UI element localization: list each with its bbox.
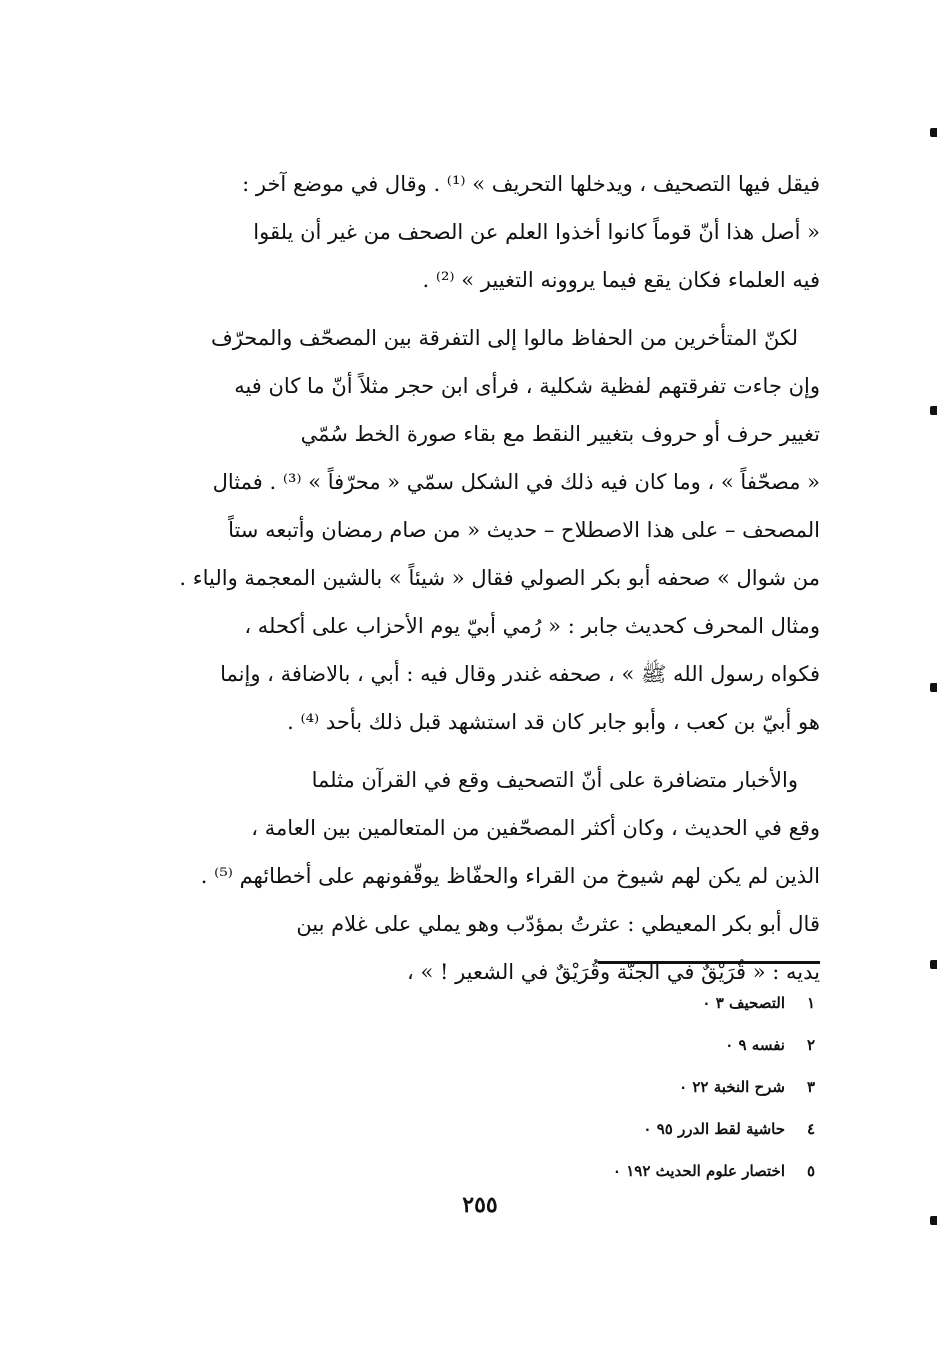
- footnote-item: [419, 1108, 819, 1150]
- footnote-item: [419, 982, 819, 1024]
- page-edge-mark: [930, 128, 937, 137]
- text-line: قال أبو بكر المعيطي : عثرتُ بمؤدّب وهو يملي على غلام بين: [296, 912, 820, 936]
- text-line: من شوال » صحفه أبو بكر الصولي فقال « شيئاً » بالشين المعجمة والياء .: [179, 566, 820, 590]
- text-line: والأخبار متضافرة على أنّ التصحيف وقع في القرآن مثلما: [311, 768, 798, 792]
- paragraph-2: [140, 314, 820, 746]
- footnote-text: حاشية لقط الدرر ٩٥ ٠: [643, 1120, 785, 1138]
- footnote-item: [419, 1150, 819, 1192]
- text-line: هو أبيّ بن كعب ، وأبو جابر كان قد استشهد قبل ذلك بأحد ⁽⁴⁾ .: [287, 710, 820, 734]
- main-text: [140, 160, 820, 1006]
- page-edge-mark: [930, 960, 937, 969]
- footnote-text: شرح النخبة ٢٢ ٠: [679, 1078, 785, 1096]
- footnote-number: ١: [806, 994, 816, 1012]
- text-line: « مصحّفاً » ، وما كان فيه ذلك في الشكل سمّي « محرّفاً » ⁽³⁾ . فمثال: [212, 470, 820, 494]
- paragraph-1: [140, 160, 820, 304]
- text-line: وإن جاءت تفرقتهم لفظية شكلية ، فرأى ابن حجر مثلاً أنّ ما كان فيه: [234, 374, 820, 398]
- text-line: تغيير حرف أو حروف بتغيير النقط مع بقاء صورة الخط سُمّي: [300, 422, 820, 446]
- footnote-number: ٤: [806, 1120, 816, 1138]
- page-number: ٢٥٥: [462, 1192, 498, 1218]
- footnote-number: ٢: [806, 1036, 816, 1054]
- page-edge-mark: [930, 1216, 937, 1225]
- page-edge-mark: [930, 406, 937, 415]
- footnote-text: التصحيف ٣ ٠: [702, 994, 785, 1012]
- page-edge-mark: [930, 683, 937, 692]
- footnote-item: [419, 1066, 819, 1108]
- text-line: لكنّ المتأخرين من الحفاظ مالوا إلى التفرقة بين المصحّف والمحرّف: [210, 326, 798, 350]
- footnote-number: ٣: [806, 1078, 816, 1096]
- text-line: يديه : « قُرَيْقٌ في الجنّة وقُرَيْقٌ في الشعير ! » ،: [407, 960, 820, 984]
- text-line: فيقل فيها التصحيف ، ويدخلها التحريف » ⁽¹⁾ . وقال في موضع آخر :: [242, 172, 820, 196]
- text-line: الذين لم يكن لهم شيوخ من القراء والحفّاظ يوقّفونهم على أخطائهم ⁽⁵⁾ .: [200, 864, 820, 888]
- text-line: المصحف – على هذا الاصطلاح – حديث « من صام رمضان وأتبعه ستاً: [228, 518, 820, 542]
- paragraph-3: [140, 756, 820, 996]
- footnotes: [419, 982, 819, 1192]
- text-line: وقع في الحديث ، وكان أكثر المصحّفين من المتعالمين بين العامة ،: [251, 816, 820, 840]
- footnote-text: نفسه ٩ ٠: [725, 1036, 785, 1054]
- footnote-text: اختصار علوم الحديث ١٩٢ ٠: [612, 1162, 785, 1180]
- footnote-number: ٥: [806, 1162, 816, 1180]
- text-line: ومثال المحرف كحديث جابر : « رُمي أبيّ يوم الأحزاب على أكحله ،: [244, 614, 820, 638]
- text-line: « أصل هذا أنّ قوماً كانوا أخذوا العلم عن الصحف من غير أن يلقوا: [253, 220, 820, 244]
- footnote-item: [419, 1024, 819, 1066]
- text-line: فيه العلماء فكان يقع فيما يروونه التغيير » ⁽²⁾ .: [422, 268, 820, 292]
- text-line: فكواه رسول الله ﷺ » ، صحفه غندر وقال فيه : أبي ، بالاضافة ، وإنما: [220, 662, 820, 686]
- footnote-divider: [598, 961, 820, 964]
